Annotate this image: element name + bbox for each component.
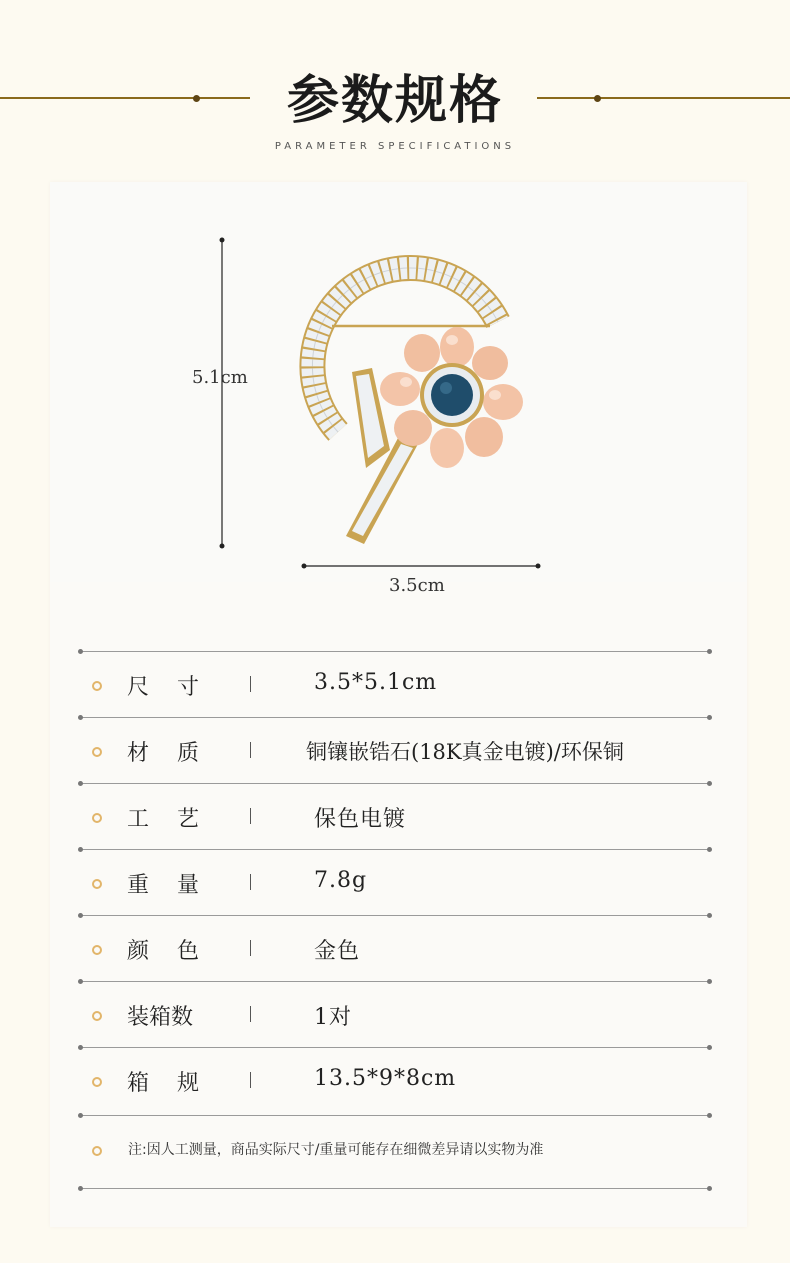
spec-label: 工 艺 xyxy=(127,807,199,832)
spec-row-craft xyxy=(80,784,710,850)
separator xyxy=(250,1006,251,1022)
bullet-icon xyxy=(92,945,102,955)
spec-row-weight xyxy=(80,850,710,916)
header xyxy=(0,0,790,180)
bullet-icon xyxy=(92,747,102,757)
spec-label: 箱 规 xyxy=(127,1071,199,1096)
spec-label: 装箱数 xyxy=(127,1005,194,1030)
spec-label: 重 量 xyxy=(127,873,199,898)
separator xyxy=(250,940,251,956)
spec-value: 1对 xyxy=(314,1005,352,1030)
bullet-icon xyxy=(92,1011,102,1021)
spec-row-box-size xyxy=(80,1048,710,1114)
product-photo xyxy=(50,182,747,582)
table-divider xyxy=(80,1188,710,1189)
page-subtitle: PARAMETER SPECIFICATIONS xyxy=(274,141,516,152)
separator xyxy=(250,874,251,890)
spec-row-size xyxy=(80,652,710,718)
spec-value: 7.8g xyxy=(314,868,368,893)
bullet-icon xyxy=(92,681,102,691)
spec-value: 金色 xyxy=(314,939,361,964)
spec-value: 13.5*9*8cm xyxy=(314,1066,457,1091)
spec-row-pack-count xyxy=(80,982,710,1048)
bullet-icon xyxy=(92,879,102,889)
spec-value: 3.5*5.1cm xyxy=(314,670,438,695)
spec-label: 材 质 xyxy=(127,741,199,766)
spec-label: 颜 色 xyxy=(127,939,199,964)
separator xyxy=(250,742,251,758)
measurement-note: 注:因人工测量，商品实际尺寸/重量可能存在细微差异请以实物为准 xyxy=(128,1142,544,1158)
brooch-illustration xyxy=(50,182,747,582)
spec-value: 保色电镀 xyxy=(314,807,407,832)
bullet-icon xyxy=(92,813,102,823)
bullet-icon xyxy=(92,1146,102,1156)
separator xyxy=(250,808,251,824)
page-title: 参数规格 xyxy=(286,70,503,131)
bullet-icon xyxy=(92,1077,102,1087)
spec-row-color xyxy=(80,916,710,982)
note-row xyxy=(80,1116,710,1182)
separator xyxy=(250,1072,251,1088)
spec-row-material xyxy=(80,718,710,784)
height-dimension-label: 5.1cm xyxy=(192,367,248,388)
spec-value: 铜镶嵌锆石(18K真金电镀)/环保铜 xyxy=(306,740,624,764)
spec-label: 尺 寸 xyxy=(127,675,199,700)
width-dimension-label: 3.5cm xyxy=(389,575,445,596)
separator xyxy=(250,676,251,692)
